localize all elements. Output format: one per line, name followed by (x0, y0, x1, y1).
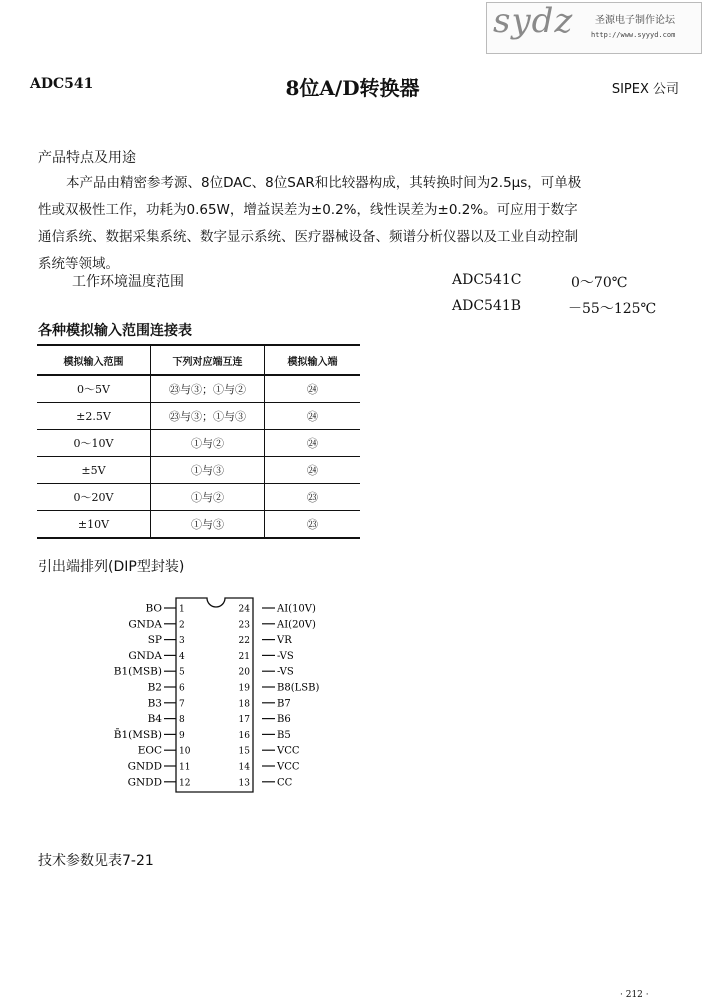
table-cell: ①与③ (151, 511, 265, 539)
pin-number: 12 (179, 778, 191, 789)
pin-number: 13 (238, 778, 250, 789)
pin-name-label: EOC (137, 744, 162, 757)
features-heading: 产品特点及用途 (38, 150, 136, 166)
pin-name-label: SP (147, 634, 162, 647)
pin-name-label: B8(LSB) (277, 682, 320, 694)
pin-number: 7 (179, 699, 185, 710)
pin-number: 3 (179, 636, 185, 647)
table-row (37, 430, 360, 457)
right-pins (239, 604, 320, 789)
pinout-title: 引出端排列(DIP型封装) (38, 559, 185, 575)
temp-part: ADC541C (452, 272, 522, 288)
features-line: 本产品由精密参考源、8位DAC、8位SAR和比较器构成，其转换时间为2.5μs，可单极 (66, 175, 582, 191)
features-line: 系统等领域。 (38, 256, 119, 272)
table-cell: ㉔ (265, 403, 361, 430)
pin-number: 1 (179, 604, 185, 615)
manufacturer-label: SIPEX 公司 (611, 82, 679, 97)
pin-name-label: B3 (147, 697, 162, 710)
pin-name-label: AI(20V) (277, 619, 316, 631)
pin-name-label: AI(10V) (277, 603, 316, 615)
temp-range: －55～125℃ (568, 301, 657, 317)
features-line: 性或双极性工作，功耗为0.65W，增益误差为±0.2%，线性误差为±0.2%。可应用于数字 (38, 202, 578, 218)
pin-name-label: BO (145, 602, 162, 615)
pin-number: 4 (179, 651, 185, 662)
table-row (37, 457, 360, 484)
table-row (37, 484, 360, 511)
pin-name-label: B7 (277, 698, 291, 710)
pin-number: 24 (238, 604, 250, 615)
pin-name-label: GNDA (128, 649, 162, 662)
pin-number: 11 (179, 762, 191, 773)
model-label: ADC541 (30, 76, 94, 92)
temp-range: 0～70℃ (571, 275, 628, 291)
pin-number: 21 (238, 651, 250, 662)
pin-name-label: B2 (147, 681, 162, 694)
table-cell: ①与③ (151, 457, 265, 484)
page-title: 8位A/D转换器 (285, 76, 420, 100)
pin-name-label: VR (277, 635, 292, 647)
table-cell: 0～10V (37, 430, 151, 457)
table-cell: ㉔ (265, 375, 361, 403)
temp-range-label: 工作环境温度范围 (72, 274, 184, 290)
column-header: 模拟输入端 (265, 345, 361, 375)
column-header: 下列对应端互连 (151, 345, 265, 375)
table-row (37, 511, 360, 539)
page-number: · 212 · (620, 990, 649, 1000)
range-table-title: 各种模拟输入范围连接表 (38, 323, 192, 339)
dip-pinout-diagram (0, 590, 705, 800)
table-row (37, 403, 360, 430)
pin-number: 5 (179, 667, 185, 678)
pin-number: 17 (238, 715, 250, 726)
pin-name-label: VCC (277, 761, 300, 773)
pin-number: 9 (179, 730, 185, 741)
table-row (37, 375, 360, 403)
features-line: 通信系统、数据采集系统、数字显示系统、医疗器械设备、频谱分析仪器以及工业自动控制 (38, 229, 578, 245)
table-cell: ±10V (37, 511, 151, 539)
table-cell: ㉔ (265, 457, 361, 484)
pin-name-label: GNDD (127, 776, 162, 789)
table-cell: ㉓ (265, 511, 361, 539)
pin-number: 19 (238, 683, 250, 694)
pin-name-label: GNDD (127, 760, 162, 773)
pin-name-label: B̄1(MSB) (113, 728, 162, 741)
pin-number: 6 (179, 683, 185, 694)
pin-number: 23 (238, 620, 250, 631)
table-cell: ㉔ (265, 430, 361, 457)
pin-number: 20 (238, 667, 250, 678)
range-table (37, 344, 360, 539)
table-cell: ㉓ (265, 484, 361, 511)
table-header-row (37, 345, 360, 375)
table-cell: 0～20V (37, 484, 151, 511)
pin-name-label: -VS (277, 650, 294, 662)
table-cell: ①与② (151, 484, 265, 511)
pin-name-label: VCC (277, 745, 300, 757)
pin-name-label: -VS (277, 666, 294, 678)
table-cell: ±5V (37, 457, 151, 484)
column-header: 模拟输入范围 (37, 345, 151, 375)
watermark-forum-name: 圣源电子制作论坛 (595, 15, 675, 26)
pin-name-label: B1(MSB) (113, 665, 162, 678)
watermark-url: http://www.syyyd.com (591, 31, 676, 39)
pin-number: 22 (238, 636, 250, 647)
pin-number: 2 (179, 620, 185, 631)
temp-part: ADC541B (452, 298, 522, 314)
pin-number: 15 (238, 746, 250, 757)
table-cell: ㉓与③；①与③ (151, 403, 265, 430)
table-cell: ±2.5V (37, 403, 151, 430)
pin-number: 18 (238, 699, 250, 710)
left-pins (114, 603, 191, 789)
pin-name-label: B5 (277, 729, 291, 741)
pin-number: 8 (179, 715, 185, 726)
pin-name-label: B6 (277, 714, 291, 726)
table-cell: 0～5V (37, 375, 151, 403)
pin-name-label: B4 (147, 713, 162, 726)
watermark-logo (486, 2, 702, 54)
pin-number: 14 (238, 762, 250, 773)
spec-reference-note: 技术参数见表7-21 (38, 853, 154, 869)
pin-name-label: CC (277, 777, 293, 789)
pin-number: 10 (179, 746, 191, 757)
features-paragraph (38, 170, 688, 278)
table-cell: ①与② (151, 430, 265, 457)
pin-name-label: GNDA (128, 618, 162, 631)
watermark-logo-text: sydz (493, 1, 574, 41)
table-cell: ㉓与③；①与② (151, 375, 265, 403)
pin-number: 16 (238, 730, 250, 741)
